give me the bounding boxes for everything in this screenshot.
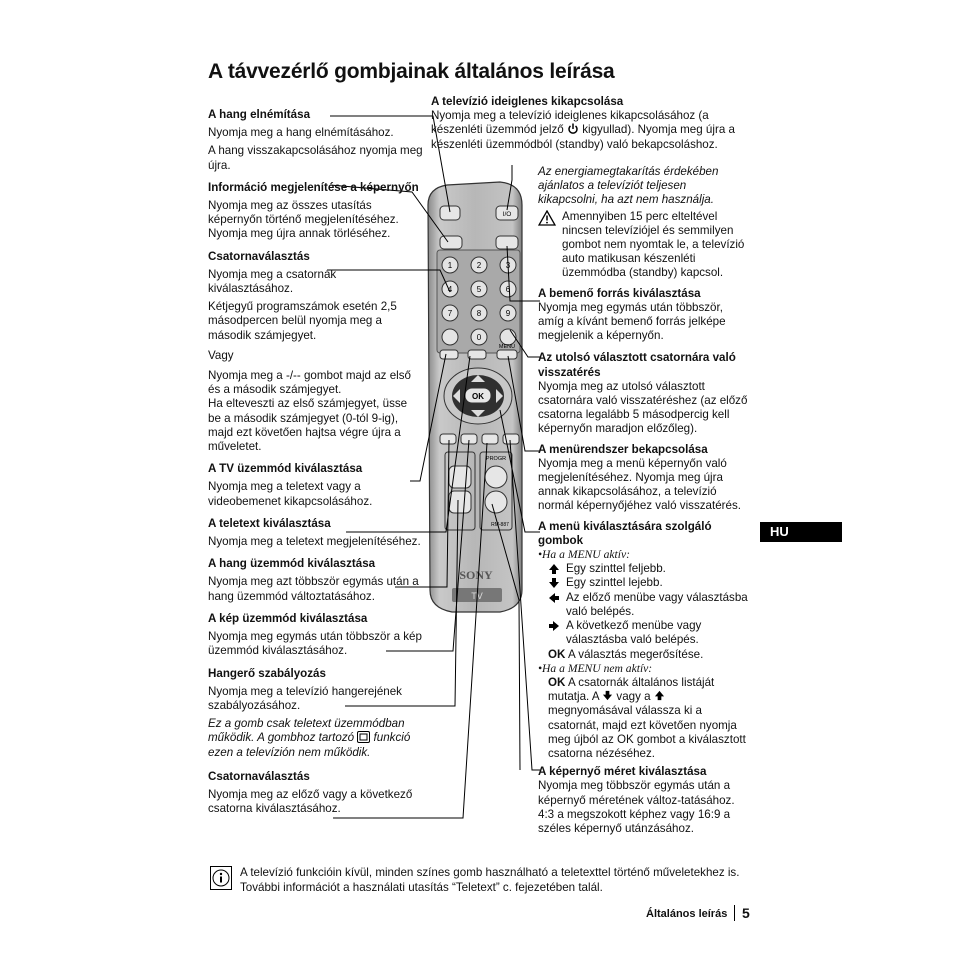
teletext-heading: A teletext kiválasztása (208, 516, 331, 530)
digit-key-label: 7 (447, 309, 453, 318)
menu-down-text: Egy szinttel lejebb. (566, 576, 663, 590)
progr-label: PROGR (485, 456, 507, 462)
channel-text-1: Nyomja meg a csatornák kiválasztásához. (208, 267, 337, 296)
mute-text-2: A hang visszakapcsolásához nyomja meg újra. (208, 144, 423, 172)
footer-separator (734, 905, 735, 921)
tv-mode-button (468, 350, 486, 359)
right-column (538, 165, 748, 836)
menu-key-label: MENU (498, 344, 516, 350)
menu-up-text: Egy szinttel feljebb. (566, 562, 666, 576)
input-text: Nyomja meg egymás után többször, amíg a kívánt bemenő forrás jelképe megjelenik a képernyőn. (538, 300, 726, 343)
arrow-down-icon (548, 577, 560, 589)
input-heading: A bemenő forrás kiválasztása (538, 286, 701, 300)
channel-text-2: Kétjegyű programszámok esetén 2,5 másodpercen belül nyomja meg a második számjegyet. (208, 300, 397, 342)
teletext-button (440, 350, 458, 359)
volume-down-button (449, 491, 471, 513)
teletext-info-icon (357, 731, 370, 743)
arrow-up-icon (548, 563, 560, 575)
footer-section-label: Általános leírás (646, 908, 728, 920)
left-column (208, 108, 423, 816)
digit-key-label: 3 (505, 261, 511, 270)
last-channel-heading: Az utolsó választott csatornára való visszatérés (538, 351, 736, 379)
digit-key-label: 8 (476, 309, 482, 318)
channel-text-4: Ha elteveszti az első számjegyet, üsse be a második számjegyet (0-tól 9-ig), majd ezt követően hajtsa végre újra a műveletet. (208, 397, 408, 454)
arrow-right-icon (548, 620, 560, 632)
menu-heading: A menürendszer bekapcsolása (538, 442, 708, 456)
tv-mode-text: Nyomja meg a teletext vagy a videobemenet kikapcsolásához. (208, 480, 373, 508)
ok-key-label: OK (472, 392, 484, 401)
last-channel-key (500, 329, 516, 345)
volume-heading: Hangerő szabályozás (208, 666, 326, 680)
digit-key-label: 0 (476, 333, 482, 342)
picture-mode-heading: A kép üzemmód kiválasztása (208, 611, 368, 625)
channel2-text: Nyomja meg az előző vagy a következő csatorna kiválasztásához. (208, 787, 413, 816)
menu-button (497, 350, 517, 359)
teletext-info-button (482, 434, 498, 444)
digit-key-label: 4 (447, 285, 453, 294)
arrow-down-inline-icon (602, 690, 613, 701)
mute-button (440, 206, 460, 220)
menu-ok2-line: OK A csatornák általános listáját mutatja. A vagy a megnyomásával válassza ki a csatornát, majd ezt követően nyomja meg újból az OK gombot a kiválasztott csatorna nézéséhez. (548, 675, 746, 760)
info-text: Nyomja meg az összes utasítás képernyőn történő megjelenítéséhez. Nyomja meg újra annak törléséhez. (208, 199, 399, 241)
tv-mode-heading: A TV üzemmód kiválasztása (208, 462, 363, 476)
menu-left-text: Az előző menübe vagy választásba való belépés. (566, 590, 748, 618)
sound-mode-button (440, 434, 456, 444)
menu-text: Nyomja meg a menü képernyőn való megjelenítéséhez. Nyomja meg újra annak kikapcsolásához, a televízió normál képernyőjéhez való visszatérés. (538, 456, 741, 513)
brand-logo: SONY (459, 568, 493, 582)
arrow-up-inline-icon (654, 690, 665, 701)
footer-page-number: 5 (742, 905, 750, 921)
volume-note: Ez a gomb csak teletext üzemmódban működik. A gombhoz tartozó funkció ezen a televízión nem működik. (208, 717, 411, 759)
power-icon (567, 123, 579, 135)
page-title: A távvezérlő gombjainak általános leírása (208, 60, 615, 83)
menu-on-label: •Ha a MENU aktív: (538, 548, 630, 562)
digit-key-label: 1 (447, 261, 453, 270)
digit-key-label: 2 (476, 261, 482, 270)
double-digit-key (442, 329, 458, 345)
last-channel-text: Nyomja meg az utolsó választott csatornára való visszatéréshez (az előző csatorna legalább 5 másodpercig kell képernyőn maradjon előzőleg). (538, 379, 748, 436)
picture-mode-text: Nyomja meg egymás után többször a kép üzemmód kiválasztásához. (208, 630, 422, 658)
digit-key-label: 5 (476, 285, 482, 294)
digit-key-label: 6 (505, 285, 511, 294)
digit-key-label: 9 (505, 309, 511, 318)
menu-right-text: A következő menübe vagy választásba való belépés. (566, 619, 702, 647)
menu-ok-line: OK A választás megerősítése. (548, 647, 704, 661)
energy-note: Az energiamegtakarítás érdekében ajánlatos a televíziót teljesen kikapcsolni, ha azt nem használja. (538, 165, 719, 207)
info-button (440, 236, 462, 249)
mute-heading: A hang elnémítása (208, 108, 311, 121)
bottom-note: A televízió funkcióin kívül, minden színes gomb használható a teletexttel történő műveletekhez is. További információt a használati utasítás “Teletext” c. fejezetében talál. (240, 866, 740, 894)
program-down-button (485, 491, 507, 513)
mute-text-1: Nyomja meg a hang elnémításához. (208, 126, 394, 140)
standby-heading: A televízió ideiglenes kikapcsolása (431, 95, 624, 108)
info-note-icon (210, 866, 232, 890)
menu-select-heading: A menü kiválasztására szolgáló gombok (538, 519, 712, 547)
channel-heading: Csatornaválasztás (208, 249, 310, 263)
sound-mode-text: Nyomja meg azt többször egymás után a hang üzemmód változtatásához. (208, 575, 419, 603)
sound-mode-heading: A hang üzemmód kiválasztása (208, 557, 376, 571)
tv-label: TV (471, 591, 483, 601)
svg-text:I/O: I/O (502, 211, 512, 218)
standby-block (431, 95, 741, 152)
warning-icon (538, 210, 556, 226)
teletext-text: Nyomja meg a teletext megjelenítéséhez. (208, 535, 421, 549)
model-label: RM-887 (491, 522, 509, 528)
volume-text: Nyomja meg a televízió hangerejének szabályozásához. (208, 684, 402, 712)
info-heading: Információ megjelenítése a képernyőn (208, 180, 419, 194)
program-up-button (485, 466, 507, 488)
channel2-heading: Csatornaválasztás (208, 769, 310, 783)
screen-size-heading: A képernyő méret kiválasztása (538, 765, 707, 779)
standby-text: Nyomja meg a televízió ideiglenes kikapcsolásához (a készenléti üzemmód jelző kigyullad). Nyomja meg újra a készenléti üzemmódból (standby) való bekapcsoláshoz. (431, 109, 735, 151)
channel-text-3: Nyomja meg a -/-- gombot majd az első és a második számjegyet. (208, 369, 411, 397)
language-badge: HU (760, 522, 842, 542)
screen-size-text: Nyomja meg többször egymás után a képernyő méretének változ-tatásához. 4:3 a megszokott képhez vagy 16:9 a széles képernyő utánzásához. (538, 779, 735, 835)
channel-or: Vagy (208, 348, 234, 362)
arrow-left-icon (548, 592, 560, 604)
warning-text: Amennyiben 15 perc elteltével nincsen televíziójel és semmilyen gombot nem nyomtak le, a televízió auto matikusan készenléti üzemmódba (standby) kapcsol. (562, 209, 745, 280)
menu-off-label: •Ha a MENU nem aktív: (538, 661, 653, 675)
